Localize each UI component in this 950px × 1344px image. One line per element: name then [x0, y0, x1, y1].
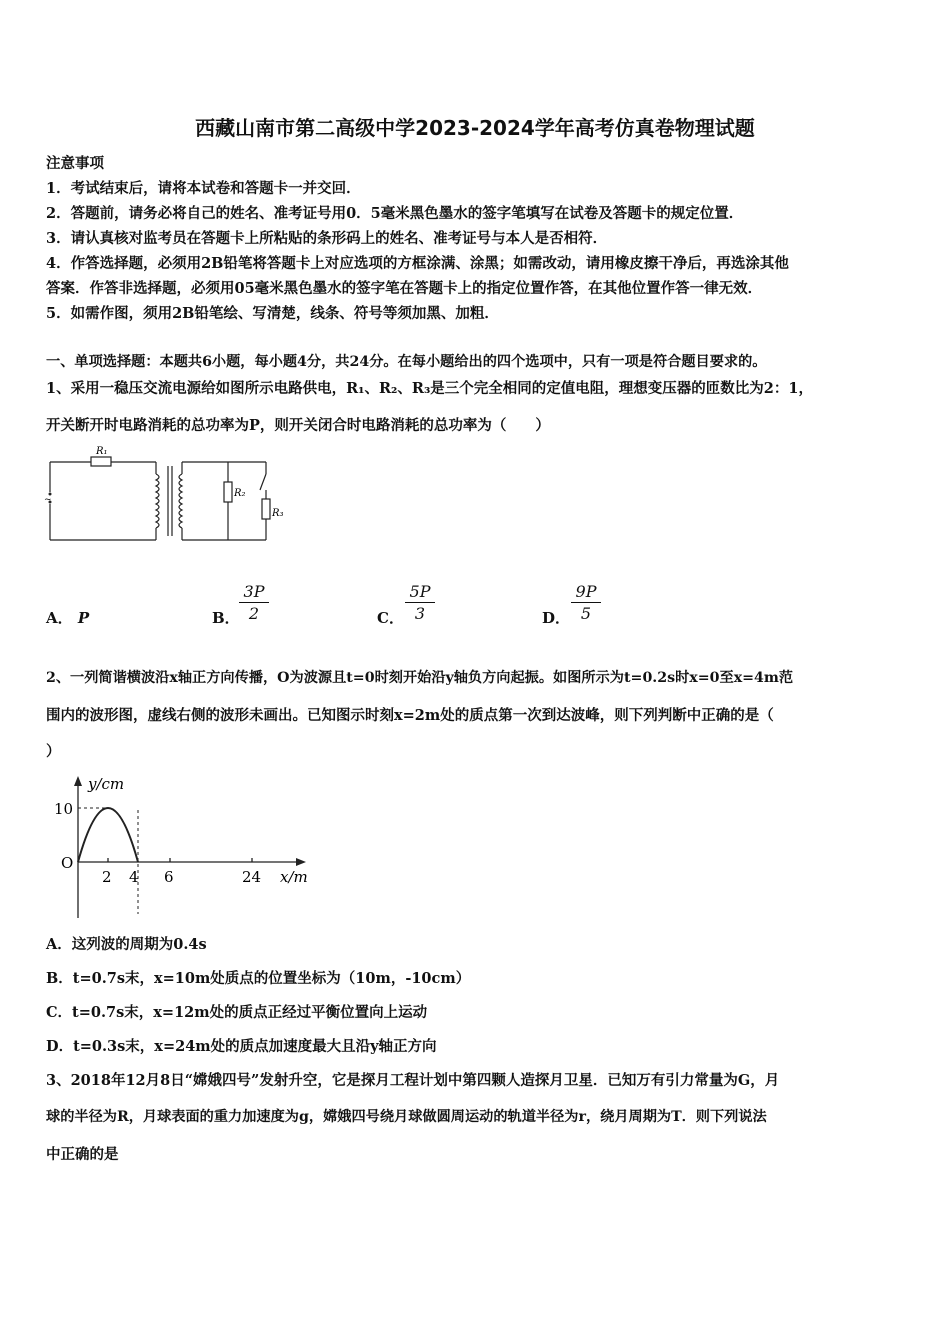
question-2-text: 围内的波形图，虚线右侧的波形未画出。已知图示时刻x=2m处的质点第一次到达波峰，则下列判断中正确的是（	[46, 707, 774, 724]
ac-source-symbol: ~	[44, 495, 52, 505]
y-axis-label: y/cm	[88, 775, 125, 793]
x-tick-label: 24	[242, 868, 262, 886]
option-c-denominator: 3	[414, 604, 426, 623]
question-1-text: 开关断开时电路消耗的总功率为P，则开关闭合时电路消耗的总功率为（ ）	[46, 417, 550, 434]
option-c-numerator: 5P	[405, 582, 435, 603]
option-a-label: A．	[46, 609, 73, 627]
option-d-fraction	[571, 582, 601, 623]
x-tick-label: 6	[164, 868, 174, 886]
notice-item: 答案．作答非选择题，必须用05毫米黑色墨水的签字笔在答题卡上的指定位置作答，在其他位置作答一律无效．	[46, 280, 763, 297]
circuit-diagram	[44, 444, 284, 548]
option-b-numerator: 3P	[239, 582, 269, 603]
notice-item: 4．作答选择题，必须用2B铅笔将答题卡上对应选项的方框涂满、涂黑；如需改动，请用橡皮擦干净后，再选涂其他	[46, 255, 789, 272]
q2-option-b[interactable]: B．t=0.7s末，x=10m处质点的位置坐标为（10m，-10cm）	[46, 970, 471, 987]
option-c-label[interactable]: C．	[377, 609, 404, 627]
y-tick-label: 10	[54, 800, 74, 818]
x-tick-label: 4	[129, 868, 139, 886]
r1-label: R₁	[96, 446, 108, 457]
question-1-text: 1、采用一稳压交流电源给如图所示电路供电，R₁、R₂、R₃是三个完全相同的定值电阻，理想变压器的匝数比为2：1，	[46, 380, 813, 397]
origin-label: O	[61, 854, 74, 872]
notice-item: 1．考试结束后，请将本试卷和答题卡一并交回．	[46, 180, 361, 197]
notice-item: 3．请认真核对监考员在答题卡上所粘贴的条形码上的姓名、准考证号与本人是否相符．	[46, 230, 608, 247]
section-heading: 一、单项选择题：本题共6小题，每小题4分，共24分。在每小题给出的四个选项中，只有一项是符合题目要求的。	[46, 354, 767, 370]
option-a[interactable]	[46, 607, 89, 628]
option-b-label[interactable]: B．	[212, 609, 240, 627]
q2-option-c[interactable]: C．t=0.7s末，x=12m处的质点正经过平衡位置向上运动	[46, 1004, 428, 1021]
x-tick-label: 2	[102, 868, 112, 886]
option-b-denominator: 2	[248, 604, 260, 623]
q2-option-a[interactable]: A．这列波的周期为0.4s	[46, 936, 207, 953]
r2-label: R₂	[234, 488, 246, 499]
notice-heading: 注意事项	[46, 155, 104, 172]
option-a-value: P	[77, 609, 90, 627]
question-3-text: 中正确的是	[46, 1146, 119, 1163]
option-d-label[interactable]: D．	[542, 609, 571, 627]
option-d-numerator: 9P	[571, 582, 601, 603]
option-c-fraction	[405, 582, 435, 623]
question-2-text: ）	[46, 743, 61, 760]
notice-item: 2．答题前，请务必将自己的姓名、准考证号用0．5毫米黑色墨水的签字笔填写在试卷及答题卡的规定位置．	[46, 205, 744, 222]
question-2-text: 2、一列简谐横波沿x轴正方向传播，O为波源且t=0时刻开始沿y轴负方向起振。如图所示为t=0.2s时x=0至x=4m范	[46, 670, 794, 686]
q2-option-d[interactable]: D．t=0.3s末，x=24m处的质点加速度最大且沿y轴正方向	[46, 1038, 437, 1055]
option-b-fraction	[239, 582, 269, 623]
wave-graph	[48, 772, 318, 922]
notice-item: 5．如需作图，须用2B铅笔绘、写清楚，线条、符号等须加黑、加粗．	[46, 305, 499, 322]
option-d-denominator: 5	[580, 604, 592, 623]
question-3-text: 3、2018年12月8日“嫦娥四号”发射升空，它是探月工程计划中第四颗人造探月卫星．已知万有引力常量为G，月	[46, 1072, 780, 1089]
page-title: 西藏山南市第二高级中学2023-2024学年高考仿真卷物理试题	[195, 116, 755, 140]
question-3-text: 球的半径为R，月球表面的重力加速度为g，嫦娥四号绕月球做圆周运动的轨道半径为r，绕月周期为T．则下列说法	[46, 1109, 767, 1125]
r3-label: R₃	[272, 508, 284, 519]
x-axis-label: x/m	[280, 868, 308, 886]
